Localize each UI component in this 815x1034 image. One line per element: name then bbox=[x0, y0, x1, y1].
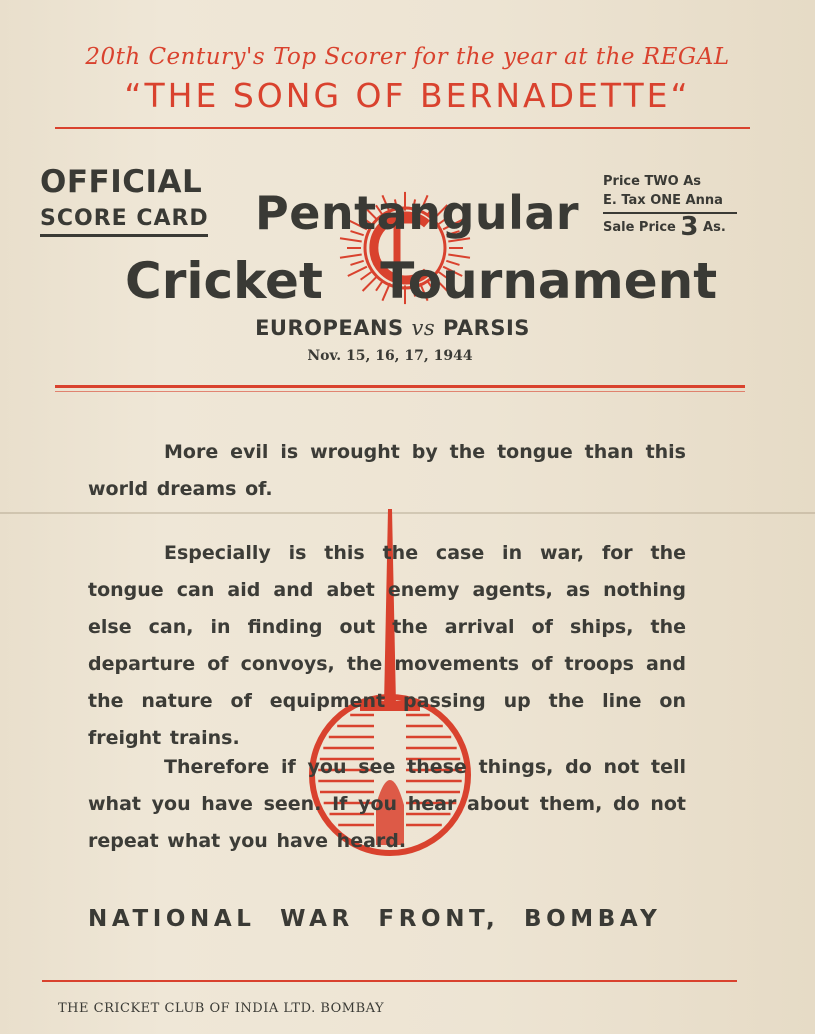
message-paragraph-1: More evil is wrought by the tongue than this world dreams of. bbox=[88, 441, 686, 500]
score-card-underline bbox=[40, 234, 208, 237]
sale-price-unit: As. bbox=[703, 220, 726, 235]
war-front-signature: NATIONAL WAR FRONT, BOMBAY bbox=[88, 906, 662, 932]
price-line: Price TWO As bbox=[603, 174, 702, 189]
sale-price-value: 3 bbox=[680, 212, 699, 242]
middle-divider bbox=[55, 385, 745, 388]
match-teams bbox=[0, 316, 785, 340]
tournament-title-line1: Pentangular bbox=[255, 186, 580, 240]
top-divider bbox=[55, 127, 750, 129]
sale-price-line bbox=[603, 212, 743, 242]
match-dates: Nov. 15, 16, 17, 1944 bbox=[307, 348, 473, 364]
versus-label: vs bbox=[411, 316, 436, 340]
film-tagline: 20th Century's Top Scorer for the year at the REGAL bbox=[85, 44, 730, 70]
middle-divider-thin bbox=[55, 391, 745, 392]
bottom-divider bbox=[42, 980, 737, 982]
price-divider bbox=[603, 212, 737, 214]
film-title: “THE SONG OF BERNADETTE“ bbox=[124, 76, 691, 115]
message-paragraph-3: Therefore if you see these things, do not tell what you have seen. If you hear about them, do not repeat what you have heard. bbox=[88, 756, 686, 852]
tournament-title-line2: Cricket Tournament bbox=[125, 252, 718, 310]
team-europeans: EUROPEANS bbox=[255, 316, 404, 340]
score-card-label: SCORE CARD bbox=[40, 206, 209, 231]
publisher-footer: THE CRICKET CLUB OF INDIA LTD. BOMBAY bbox=[58, 1001, 385, 1016]
team-parsis: PARSIS bbox=[442, 316, 530, 340]
official-label: OFFICIAL bbox=[40, 164, 203, 200]
sale-price-label: Sale Price bbox=[603, 220, 676, 235]
tax-line: E. Tax ONE Anna bbox=[603, 193, 723, 208]
message-paragraph-2: Especially is this the case in war, for the tongue can aid and abet enemy agents, as nothing else can, in finding out the arrival of ships, the departure of convoys, the movements of troops and the nature of equipment passing up the line on freight trains. bbox=[88, 542, 686, 749]
price-box bbox=[603, 172, 743, 242]
